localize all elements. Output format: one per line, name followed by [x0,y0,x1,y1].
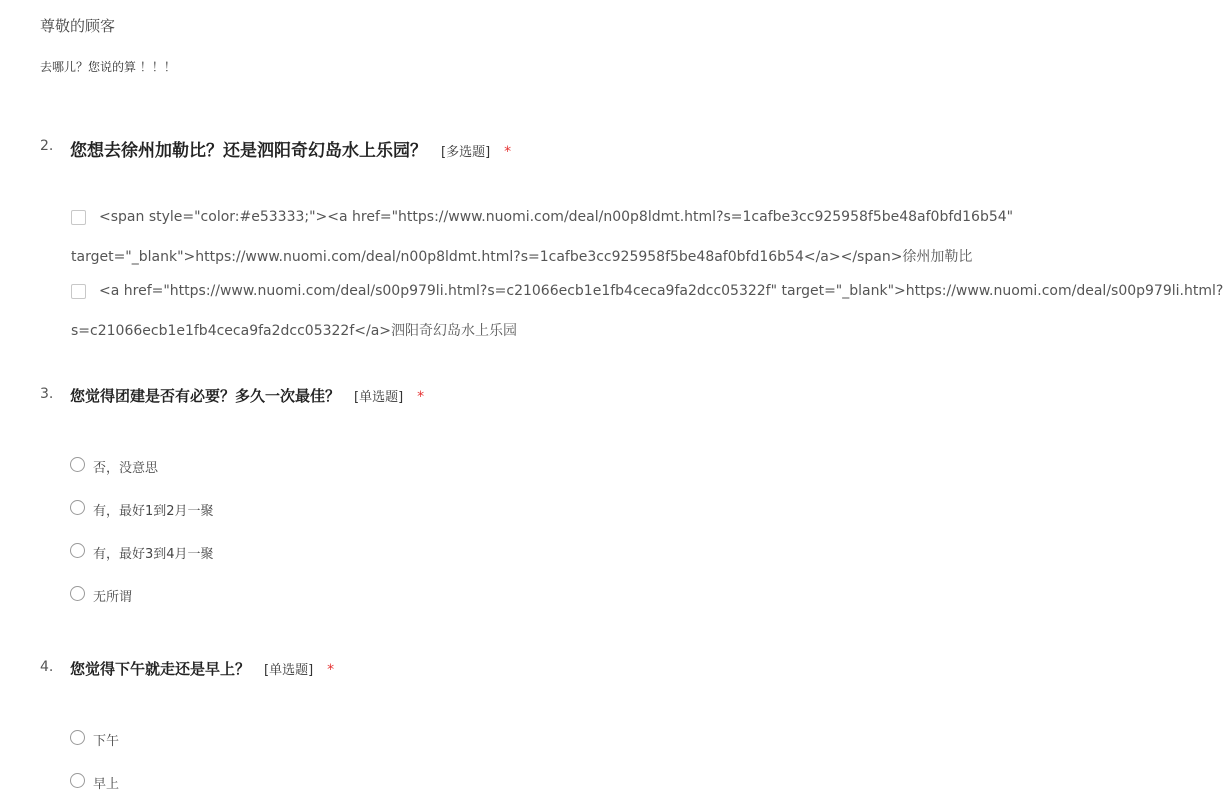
question-text: 您觉得团建是否有必要？多久一次最佳？ [70,387,341,405]
option-radio[interactable] [70,730,85,745]
question-title [70,385,424,406]
option-label[interactable]: 有，最好3到4月一聚 [93,547,214,562]
option-radio[interactable] [70,773,85,788]
question-text: 您想去徐州加勒比？还是泗阳奇幻岛水上乐园？ [70,141,427,161]
question-title [70,658,334,679]
question-text: 您觉得下午就走还是早上？ [70,660,251,678]
greeting-text: 尊敬的顾客 [40,17,116,35]
option-label[interactable]: 无所谓 [93,590,133,605]
option-checkbox[interactable] [71,284,86,299]
question-number: 2. [40,138,54,154]
option-label-line2[interactable]: target="_blank">https://www.nuomi.com/deal/n00p8ldmt.html?s=1cafbe3cc925958f5be48af0bfd16b54</a></span>徐州加勒比 [71,249,973,265]
required-mark: * [327,662,335,678]
required-mark: * [504,144,512,160]
option-checkbox[interactable] [71,210,86,225]
option-label[interactable]: 否，没意思 [93,461,159,476]
option-radio[interactable] [70,500,85,515]
question-number: 3. [40,386,54,402]
question-type-label: [多选题] [441,145,491,160]
question-number: 4. [40,659,54,675]
option-label[interactable]: 下午 [93,734,120,749]
option-radio[interactable] [70,457,85,472]
option-label-line1[interactable]: <a href="https://www.nuomi.com/deal/s00p979li.html?s=c21066ecb1e1fb4ceca9fa2dcc05322f" target="_blank">https://www.nuomi.com/deal/s00p979li.html? [99,283,1223,299]
option-label[interactable]: 早上 [93,777,120,792]
question-title [70,136,511,161]
question-type-label: [单选题] [354,390,404,405]
option-label[interactable]: 有，最好1到2月一聚 [93,504,214,519]
option-label-line2[interactable]: s=c21066ecb1e1fb4ceca9fa2dcc05322f</a>泗阳奇幻岛水上乐园 [71,323,518,339]
option-radio[interactable] [70,586,85,601]
option-label-line1[interactable]: <span style="color:#e53333;"><a href="https://www.nuomi.com/deal/n00p8ldmt.html?s=1cafbe3cc925958f5be48af0bfd16b54" [99,209,1014,225]
required-mark: * [417,389,425,405]
option-radio[interactable] [70,543,85,558]
intro-text: 去哪儿？您说的算 ！！！ [40,60,176,74]
question-type-label: [单选题] [264,663,314,678]
